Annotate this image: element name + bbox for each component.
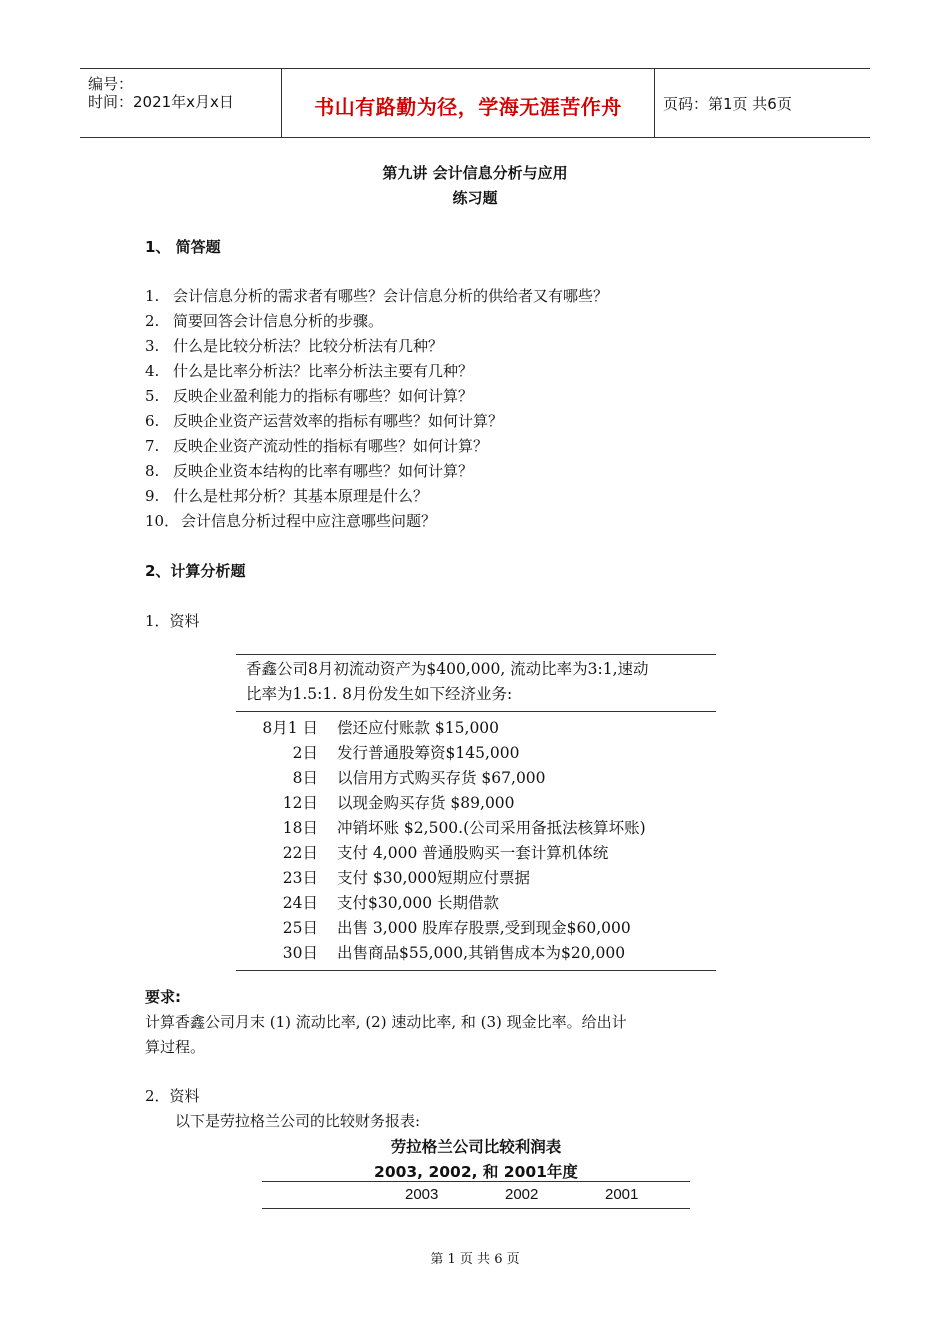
question-number: 6.: [145, 412, 160, 430]
requirement-line: 算过程。: [145, 1038, 206, 1056]
row-day: 23日: [282, 869, 318, 887]
page-footer: 第 1 页 共 6 页: [430, 1252, 520, 1267]
table-row: [236, 766, 716, 791]
row-day: 24日: [282, 894, 318, 912]
item2-intro: 以下是劳拉格兰公司的比较财务报表:: [175, 1112, 421, 1130]
row-desc: 以信用方式购买存货 $67,000: [337, 769, 546, 787]
list-item: [145, 434, 608, 459]
row-day: 2日: [292, 744, 318, 762]
question-text: 会计信息分析的需求者有哪些？会计信息分析的供给者又有哪些？: [173, 287, 609, 305]
section1-heading: 1、 简答题: [145, 238, 221, 256]
transactions-table: [236, 654, 716, 971]
row-day: 8月1 日: [262, 719, 318, 737]
table-row: [236, 841, 716, 866]
row-desc: 支付 $30,000短期应付票据: [337, 869, 531, 887]
page-header: [80, 68, 870, 138]
list-item: [145, 409, 608, 434]
table-row: [236, 941, 716, 966]
row-day: 8日: [292, 769, 318, 787]
page-label: 页码：第1页 共6页: [663, 95, 792, 113]
column-header: 2003: [405, 1186, 439, 1203]
table-intro: [236, 654, 716, 712]
question-text: 什么是比较分析法？比较分析法有几种？: [173, 337, 444, 355]
question-text: 反映企业资产流动性的指标有哪些？如何计算？: [173, 437, 489, 455]
question-number: 10．: [145, 512, 180, 530]
row-day: 12日: [282, 794, 318, 812]
table-intro-line: 比率为1.5:1. 8月份发生如下经济业务:: [246, 685, 513, 703]
question-number: 8.: [145, 462, 160, 480]
question-number: 1.: [145, 287, 160, 305]
table-bottom-rule: [236, 970, 716, 971]
table-row: [236, 716, 716, 741]
question-number: 5.: [145, 387, 160, 405]
row-desc: 支付 4,000 普通股购买一套计算机体统: [337, 844, 609, 862]
section2-heading: 2、计算分析题: [145, 562, 246, 580]
motto: 书山有路勤为径，学海无涯苦作舟: [314, 95, 622, 119]
list-item: [145, 509, 608, 534]
question-text: 反映企业资本结构的比率有哪些？如何计算？: [173, 462, 474, 480]
header-info-cell: [80, 69, 280, 137]
table2-caption-years: 2003, 2002, 和 2001年度: [374, 1163, 578, 1181]
date-label: 时间：2021年x月x日: [88, 93, 234, 111]
column-header: 2001: [605, 1186, 639, 1203]
header-motto-cell: [281, 69, 655, 137]
table2-caption: 劳拉格兰公司比较利润表: [390, 1138, 562, 1156]
document-subtitle: 练习题: [452, 189, 498, 207]
table-row: [236, 741, 716, 766]
row-desc: 以现金购买存货 $89,000: [337, 794, 515, 812]
row-desc: 出售商品$55,000,其销售成本为$20,000: [337, 944, 626, 962]
question-text: 简要回答会计信息分析的步骤。: [173, 312, 384, 330]
requirement-line: 计算香鑫公司月末 (1) 流动比率, (2) 速动比率, 和 (3) 现金比率。给出计: [145, 1013, 627, 1031]
list-item: [145, 284, 608, 309]
row-day: 18日: [282, 819, 318, 837]
row-day: 30日: [282, 944, 318, 962]
list-item: [145, 484, 608, 509]
list-item: [145, 334, 608, 359]
table-row: [236, 866, 716, 891]
item1-label: 1．资料: [145, 612, 200, 630]
row-desc: 出售 3,000 股库存股票,受到现金$60,000: [337, 919, 631, 937]
table-row: [236, 816, 716, 841]
list-item: [145, 359, 608, 384]
table-row: [236, 891, 716, 916]
table-intro-line: 香鑫公司8月初流动资产为$400,000, 流动比率为3:1,速动: [246, 660, 649, 678]
question-text: 什么是比率分析法？比率分析法主要有几种？: [173, 362, 474, 380]
row-desc: 偿还应付账款 $15,000: [337, 719, 500, 737]
question-number: 4.: [145, 362, 160, 380]
row-day: 25日: [282, 919, 318, 937]
list-item: [145, 384, 608, 409]
question-list: [145, 284, 608, 534]
table-row: [236, 791, 716, 816]
list-item: [145, 459, 608, 484]
income-statement-header: [262, 1181, 690, 1209]
question-number: 2.: [145, 312, 160, 330]
row-desc: 发行普通股筹资$145,000: [337, 744, 520, 762]
requirement-heading: 要求:: [145, 988, 181, 1006]
document-title: 第九讲 会计信息分析与应用: [382, 164, 568, 182]
row-desc: 冲销坏账 $2,500.(公司采用备抵法核算坏账): [337, 819, 646, 837]
question-text: 什么是杜邦分析？其基本原理是什么？: [173, 487, 429, 505]
row-desc: 支付$30,000 长期借款: [337, 894, 500, 912]
row-day: 22日: [282, 844, 318, 862]
table-row: [236, 916, 716, 941]
question-text: 反映企业资产运营效率的指标有哪些？如何计算？: [173, 412, 504, 430]
header-page-cell: [655, 69, 870, 137]
number-label: 编号：: [88, 75, 134, 93]
question-number: 7.: [145, 437, 160, 455]
question-text: 会计信息分析过程中应注意哪些问题？: [181, 512, 437, 530]
question-number: 9.: [145, 487, 160, 505]
column-header: 2002: [505, 1186, 539, 1203]
question-text: 反映企业盈利能力的指标有哪些？如何计算？: [173, 387, 474, 405]
question-number: 3.: [145, 337, 160, 355]
item2-label: 2．资料: [145, 1087, 200, 1105]
list-item: [145, 309, 608, 334]
